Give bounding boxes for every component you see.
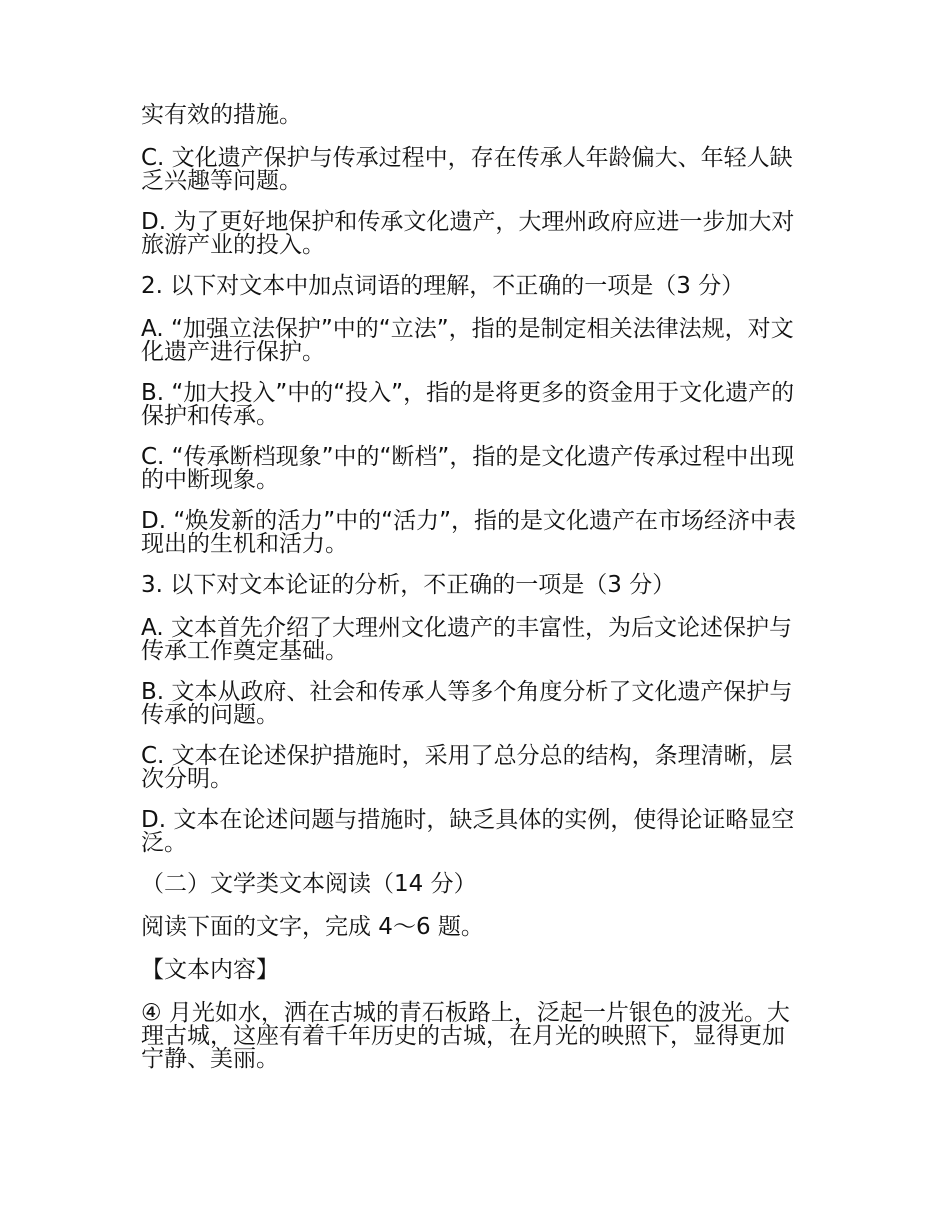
question-3: 3. 以下对文本论证的分析，不正确的一项是（3 分） xyxy=(141,572,676,598)
text-content-label: 【文本内容】 xyxy=(141,957,279,983)
q3-option-b: B. 文本从政府、社会和传承人等多个角度分析了文化遗产保护与传承的问题。 xyxy=(141,679,793,728)
document-page xyxy=(141,104,801,1089)
q2-option-c: C. “传承断档现象”中的“断档”，指的是文化遗产传承过程中出现的中断现象。 xyxy=(141,444,795,493)
q2-option-b: B. “加大投入”中的“投入”，指的是将更多的资金用于文化遗产的保护和传承。 xyxy=(141,380,795,429)
passage-paragraph-4: ④ 月光如水，洒在古城的青石板路上，泛起一片银色的波光。大理古城，这座有着千年历史的古城，在月光的映照下，显得更加宁静、美丽。 xyxy=(141,1000,790,1072)
q3-option-a: A. 文本首先介绍了大理州文化遗产的丰富性，为后文论述保护与传承工作奠定基础。 xyxy=(141,615,792,664)
q1-option-c: C. 文化遗产保护与传承过程中，存在传承人年龄偏大、年轻人缺乏兴趣等问题。 xyxy=(141,145,793,194)
q2-option-d: D. “焕发新的活力”中的“活力”，指的是文化遗产在市场经济中表现出的生机和活力。 xyxy=(141,508,796,557)
q1-option-d: D. 为了更好地保护和传承文化遗产，大理州政府应进一步加大对旅游产业的投入。 xyxy=(141,209,795,258)
q2-option-a: A. “加强立法保护”中的“立法”，指的是制定相关法律法规，对文化遗产进行保护。 xyxy=(141,316,794,365)
section-heading-literary: （二）文学类文本阅读（14 分） xyxy=(141,871,477,897)
answer-option-b-continued: 实有效的措施。 xyxy=(141,102,302,128)
q3-option-c: C. 文本在论述保护措施时，采用了总分总的结构，条理清晰，层次分明。 xyxy=(141,743,793,792)
q3-option-d: D. 文本在论述问题与措施时，缺乏具体的实例，使得论证略显空泛。 xyxy=(141,807,795,856)
reading-instruction: 阅读下面的文字，完成 4～6 题。 xyxy=(141,914,484,940)
question-2: 2. 以下对文本中加点词语的理解，不正确的一项是（3 分） xyxy=(141,273,745,299)
